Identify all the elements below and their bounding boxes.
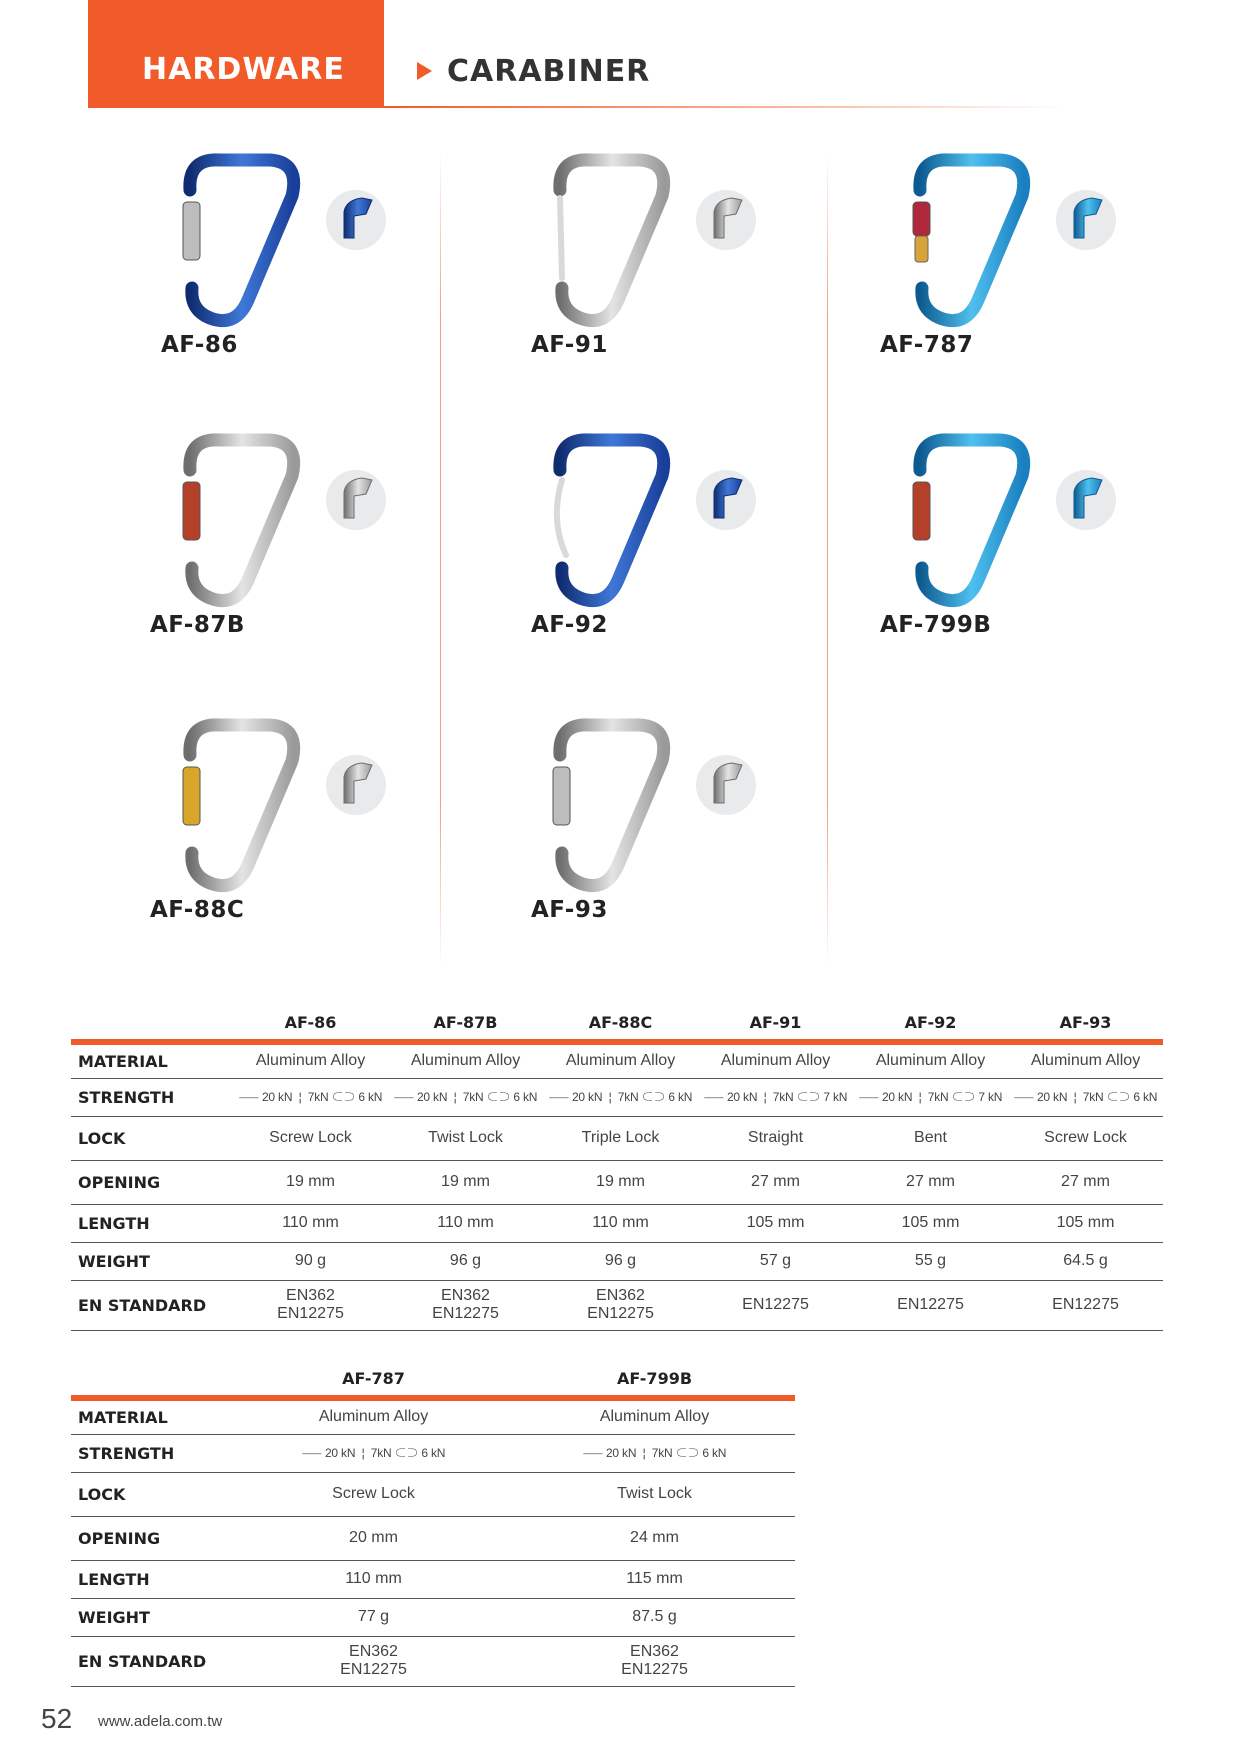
product-code: AF-87B	[150, 612, 245, 638]
spec-cell	[543, 1280, 698, 1330]
spec-cell	[514, 1636, 795, 1686]
carabiner-image	[140, 150, 400, 340]
table-row	[71, 1636, 795, 1686]
standard-code: EN12275	[277, 1305, 344, 1322]
row-label: WEIGHT	[71, 1242, 233, 1280]
spec-cell: Screw Lock	[1008, 1116, 1163, 1160]
row-label: MATERIAL	[71, 1398, 233, 1434]
minor-axis-icon: ¦	[605, 1090, 615, 1104]
spec-cell: Aluminum Alloy	[543, 1042, 698, 1078]
spec-cell: 96 g	[543, 1242, 698, 1280]
spec-cell: Straight	[698, 1116, 853, 1160]
play-arrow-icon	[417, 62, 432, 80]
major-axis-icon: ⸺	[1013, 1090, 1034, 1104]
spec-cell: 90 g	[233, 1242, 388, 1280]
gate-sleeve	[183, 202, 200, 260]
spec-cell: Bent	[853, 1116, 1008, 1160]
standard-code: EN362	[441, 1287, 490, 1304]
carabiner-body	[560, 725, 664, 886]
row-label: LOCK	[71, 1472, 233, 1516]
gate-wire	[557, 480, 566, 555]
standard-code: EN12275	[621, 1661, 688, 1678]
spec-cell: 77 g	[233, 1598, 514, 1636]
product-card	[140, 150, 500, 410]
col-model: AF-88C	[588, 1012, 653, 1032]
carabiner-body	[190, 725, 294, 886]
table-header-row	[71, 1361, 795, 1398]
spec-cell	[698, 1078, 853, 1116]
col-model: AF-87B	[433, 1012, 498, 1032]
row-label: STRENGTH	[71, 1078, 233, 1116]
col-model: AF-86	[284, 1012, 337, 1032]
gate-open-icon: ⊂⊃	[331, 1090, 356, 1104]
spec-cell: 96 g	[388, 1242, 543, 1280]
spec-cell: 19 mm	[233, 1160, 388, 1204]
table-row	[71, 1242, 1163, 1280]
spec-cell: 55 g	[853, 1242, 1008, 1280]
carabiner-image	[510, 150, 770, 340]
carabiner-body	[190, 440, 294, 601]
minor-axis-icon: ¦	[639, 1446, 649, 1460]
row-label: OPENING	[71, 1160, 233, 1204]
strength-values: ⸺ 20 kN ¦ 7kN ⊂⊃ 7 kN	[858, 1090, 1003, 1104]
spec-cell: 19 mm	[543, 1160, 698, 1204]
product-card	[510, 150, 870, 410]
spec-table-1	[71, 1005, 1163, 1331]
product-card	[870, 430, 1230, 690]
website-url: www.adela.com.tw	[98, 1713, 223, 1730]
spec-cell: 57 g	[698, 1242, 853, 1280]
table-row	[71, 1160, 1163, 1204]
spec-cell: 27 mm	[1008, 1160, 1163, 1204]
standard-code: EN12275	[340, 1661, 407, 1678]
spec-cell	[233, 1636, 514, 1686]
minor-axis-icon: ¦	[450, 1090, 460, 1104]
spec-cell	[1008, 1078, 1163, 1116]
spec-cell	[233, 1280, 388, 1330]
table-row	[71, 1078, 1163, 1116]
minor-axis-icon: ¦	[915, 1090, 925, 1104]
spec-cell: Aluminum Alloy	[1008, 1042, 1163, 1078]
minor-axis-icon: ¦	[760, 1090, 770, 1104]
gate-sleeve	[913, 202, 930, 236]
spec-cell	[514, 1434, 795, 1472]
spec-cell: 110 mm	[233, 1560, 514, 1598]
spec-cell	[233, 1078, 388, 1116]
spec-cell	[388, 1280, 543, 1330]
major-axis-icon: ⸺	[548, 1090, 569, 1104]
row-label: LENGTH	[71, 1204, 233, 1242]
major-axis-icon: ⸺	[858, 1090, 879, 1104]
spec-cell: 24 mm	[514, 1516, 795, 1560]
carabiner-image	[870, 150, 1130, 340]
gate-open-icon: ⊂⊃	[394, 1446, 419, 1460]
spec-cell: 105 mm	[1008, 1204, 1163, 1242]
product-card	[140, 715, 500, 975]
product-card	[140, 430, 500, 690]
carabiner-image	[510, 715, 770, 905]
gate-open-icon: ⊂⊃	[796, 1090, 821, 1104]
spec-cell	[233, 1434, 514, 1472]
spec-cell: 19 mm	[388, 1160, 543, 1204]
standard-code: EN12275	[897, 1296, 964, 1313]
product-code: AF-93	[531, 897, 608, 923]
spec-cell: Screw Lock	[233, 1116, 388, 1160]
spec-cell	[698, 1280, 853, 1330]
gate-open-icon: ⊂⊃	[951, 1090, 976, 1104]
spec-cell: 27 mm	[853, 1160, 1008, 1204]
row-label: STRENGTH	[71, 1434, 233, 1472]
row-label: LOCK	[71, 1116, 233, 1160]
row-label: LENGTH	[71, 1560, 233, 1598]
spec-cell	[1008, 1280, 1163, 1330]
strength-values: ⸺ 20 kN ¦ 7kN ⊂⊃ 6 kN	[548, 1090, 693, 1104]
minor-axis-icon: ¦	[358, 1446, 368, 1460]
major-axis-icon: ⸺	[582, 1446, 603, 1460]
strength-values: ⸺ 20 kN ¦ 7kN ⊂⊃ 6 kN	[1013, 1090, 1158, 1104]
spec-cell	[853, 1078, 1008, 1116]
spec-cell: Triple Lock	[543, 1116, 698, 1160]
table-row	[71, 1434, 795, 1472]
product-code: AF-91	[531, 332, 608, 358]
table-row	[71, 1516, 795, 1560]
standard-code: EN12275	[742, 1296, 809, 1313]
row-label: OPENING	[71, 1516, 233, 1560]
product-card	[510, 430, 870, 690]
gate-open-icon: ⊂⊃	[675, 1446, 700, 1460]
carabiner-body	[560, 160, 664, 321]
spec-cell: 105 mm	[853, 1204, 1008, 1242]
major-axis-icon: ⸺	[393, 1090, 414, 1104]
carabiner-body	[560, 440, 664, 601]
spec-cell: 87.5 g	[514, 1598, 795, 1636]
spec-table-2	[71, 1361, 795, 1687]
spec-cell: 110 mm	[233, 1204, 388, 1242]
carabiner-image	[870, 430, 1130, 620]
spec-cell: Aluminum Alloy	[853, 1042, 1008, 1078]
spec-cell: 115 mm	[514, 1560, 795, 1598]
spec-cell: 27 mm	[698, 1160, 853, 1204]
gate-sleeve	[553, 767, 570, 825]
spec-cell: 20 mm	[233, 1516, 514, 1560]
row-label: EN STANDARD	[71, 1636, 233, 1686]
table-row	[71, 1598, 795, 1636]
standard-code: EN12275	[432, 1305, 499, 1322]
spec-cell: Aluminum Alloy	[233, 1042, 388, 1078]
row-label: EN STANDARD	[71, 1280, 233, 1330]
spec-cell: Twist Lock	[514, 1472, 795, 1516]
major-axis-icon: ⸺	[301, 1446, 322, 1460]
strength-values: ⸺ 20 kN ¦ 7kN ⊂⊃ 7 kN	[703, 1090, 848, 1104]
spec-cell	[388, 1078, 543, 1116]
table-row	[71, 1280, 1163, 1330]
product-card	[510, 715, 870, 975]
product-card	[870, 150, 1230, 410]
table-row	[71, 1398, 795, 1434]
spec-cell: 110 mm	[543, 1204, 698, 1242]
spec-cell: Twist Lock	[388, 1116, 543, 1160]
product-code: AF-88C	[150, 897, 245, 923]
spec-cell: Aluminum Alloy	[698, 1042, 853, 1078]
carabiner-image	[140, 715, 400, 905]
spec-cell: Aluminum Alloy	[514, 1398, 795, 1434]
spec-cell: Aluminum Alloy	[388, 1042, 543, 1078]
strength-values: ⸺ 20 kN ¦ 7kN ⊂⊃ 6 kN	[582, 1446, 727, 1460]
minor-axis-icon: ¦	[1070, 1090, 1080, 1104]
gate-sleeve	[915, 236, 928, 262]
col-model: AF-92	[904, 1012, 957, 1032]
carabiner-body	[190, 160, 294, 321]
product-code: AF-92	[531, 612, 608, 638]
table-row	[71, 1116, 1163, 1160]
strength-values: ⸺ 20 kN ¦ 7kN ⊂⊃ 6 kN	[393, 1090, 538, 1104]
spec-cell: 105 mm	[698, 1204, 853, 1242]
col-model: AF-91	[749, 1012, 802, 1032]
table-row	[71, 1472, 795, 1516]
strength-values: ⸺ 20 kN ¦ 7kN ⊂⊃ 6 kN	[301, 1446, 446, 1460]
gate-open-icon: ⊂⊃	[486, 1090, 511, 1104]
product-code: AF-787	[880, 332, 974, 358]
major-axis-icon: ⸺	[703, 1090, 724, 1104]
gate-wire	[560, 198, 562, 278]
section-label: HARDWARE	[142, 52, 345, 87]
row-label: MATERIAL	[71, 1042, 233, 1078]
carabiner-body	[920, 440, 1024, 601]
table-header-row	[71, 1005, 1163, 1042]
standard-code: EN362	[596, 1287, 645, 1304]
standard-code: EN362	[349, 1643, 398, 1660]
gate-open-icon: ⊂⊃	[641, 1090, 666, 1104]
carabiner-body	[920, 160, 1024, 321]
section-tab	[88, 0, 384, 107]
spec-cell: 64.5 g	[1008, 1242, 1163, 1280]
gate-open-icon: ⊂⊃	[1106, 1090, 1131, 1104]
table-row	[71, 1042, 1163, 1078]
spec-cell	[853, 1280, 1008, 1330]
spec-cell: Aluminum Alloy	[233, 1398, 514, 1434]
minor-axis-icon: ¦	[295, 1090, 305, 1104]
table-row	[71, 1560, 795, 1598]
strength-values: ⸺ 20 kN ¦ 7kN ⊂⊃ 6 kN	[238, 1090, 383, 1104]
product-code: AF-86	[161, 332, 238, 358]
product-code: AF-799B	[880, 612, 992, 638]
col-model: AF-93	[1059, 1012, 1112, 1032]
gate-sleeve	[183, 482, 200, 540]
standard-code: EN362	[630, 1643, 679, 1660]
major-axis-icon: ⸺	[238, 1090, 259, 1104]
standard-code: EN12275	[1052, 1296, 1119, 1313]
page-number: 52	[41, 1703, 73, 1734]
spec-cell	[543, 1078, 698, 1116]
header-rule	[88, 106, 1068, 108]
gate-sleeve	[183, 767, 200, 825]
table-row	[71, 1204, 1163, 1242]
row-label: WEIGHT	[71, 1598, 233, 1636]
gate-sleeve	[913, 482, 930, 540]
standard-code: EN12275	[587, 1305, 654, 1322]
spec-cell: 110 mm	[388, 1204, 543, 1242]
spec-cell: Screw Lock	[233, 1472, 514, 1516]
page-title: CARABINER	[447, 54, 651, 89]
col-model: AF-799B	[616, 1368, 693, 1388]
carabiner-image	[510, 430, 770, 620]
carabiner-image	[140, 430, 400, 620]
col-model: AF-787	[342, 1368, 405, 1388]
standard-code: EN362	[286, 1287, 335, 1304]
